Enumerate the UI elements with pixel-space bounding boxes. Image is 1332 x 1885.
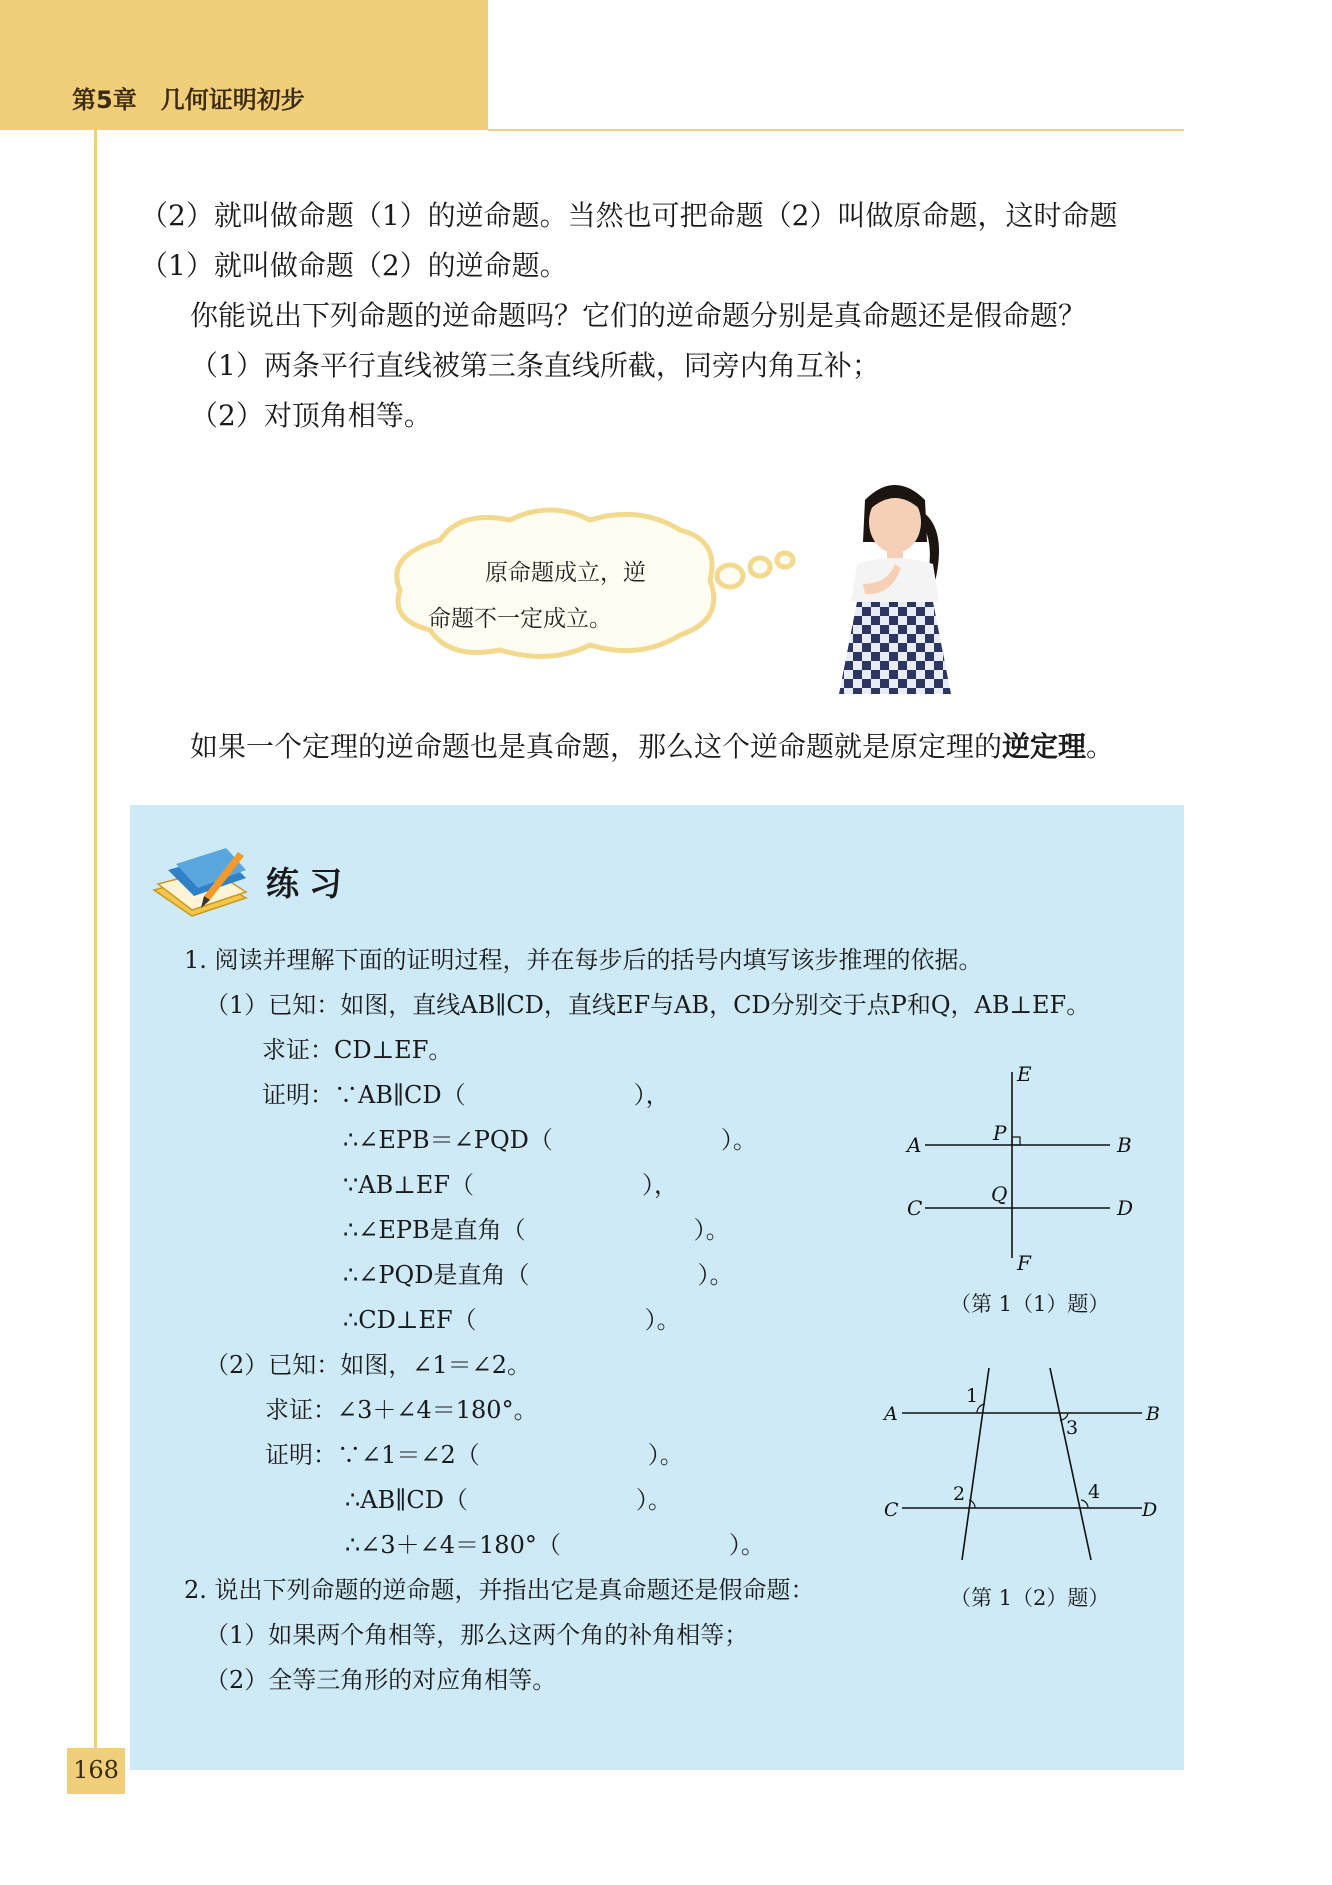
q1-2-prove: 求证：∠3＋∠4＝180°。 <box>265 1396 538 1424</box>
q2-item: （1）如果两个角相等，那么这两个角的补角相等； <box>205 1621 749 1649</box>
fig1-label-D: D <box>1117 1196 1134 1220</box>
q1-intro: 1. 阅读并理解下面的证明过程，并在每步后的括号内填写该步推理的依据。 <box>184 946 983 974</box>
body-line-1: （2）就叫做命题（1）的逆命题。当然也可把命题（2）叫做原命题，这时命题 <box>140 199 1118 232</box>
q2-item: （2）全等三角形的对应角相等。 <box>205 1666 557 1694</box>
transversal-right <box>1050 1368 1091 1560</box>
notebook-pencil-icon <box>146 840 251 920</box>
q1-2-proof-step: ∴AB∥CD（ ）。 <box>345 1486 672 1514</box>
figure-1-1-caption: （第 1（1）题） <box>950 1292 1110 1316</box>
exercise-title: 练习 <box>266 864 352 903</box>
q1-2-proof-step: 证明：∵∠1＝∠2（ ）。 <box>265 1441 684 1469</box>
theorem-line <box>190 727 1114 767</box>
q1-1-prove: 求证：CD⊥EF。 <box>262 1036 453 1064</box>
fig1-label-P: P <box>993 1121 1007 1145</box>
theorem-prefix: 如果一个定理的逆命题也是真命题，那么这个逆命题就是原定理的 <box>190 730 1003 763</box>
girl-illustration <box>835 472 955 697</box>
header-rule <box>488 129 1184 131</box>
theorem-term: 逆定理 <box>1002 730 1087 763</box>
fig1-label-A: A <box>907 1133 922 1157</box>
fig1-label-C: C <box>907 1196 923 1220</box>
fig2-label-A: A <box>884 1403 898 1425</box>
bubble-text-line-2: 命题不一定成立。 <box>428 606 612 632</box>
fig2-label-4: 4 <box>1088 1481 1101 1503</box>
q1-2-given: （2）已知：如图，∠1＝∠2。 <box>205 1351 532 1379</box>
q2-intro: 2. 说出下列命题的逆命题，并指出它是真命题还是假命题： <box>184 1576 815 1604</box>
q1-2-proof-step: ∴∠3＋∠4＝180°（ ）。 <box>345 1531 765 1559</box>
fig2-label-3: 3 <box>1066 1417 1079 1439</box>
q1-1-proof-step: ∴∠EPB是直角（ ）。 <box>343 1216 730 1244</box>
fig1-label-E: E <box>1017 1062 1032 1086</box>
chapter-title: 第5章 几何证明初步 <box>72 86 305 114</box>
body-line-4: （1）两条平行直线被第三条直线所截，同旁内角互补； <box>190 349 880 382</box>
fig1-label-Q: Q <box>991 1182 1008 1206</box>
right-angle-mark <box>1012 1137 1020 1145</box>
fig2-label-D: D <box>1142 1499 1158 1521</box>
q1-1-proof-step: ∴∠EPB＝∠PQD（ ）。 <box>343 1126 757 1154</box>
figure-1-2 <box>880 1360 1165 1580</box>
fig2-label-B: B <box>1146 1403 1160 1425</box>
bubble-text-line-1: 原命题成立，逆 <box>485 560 646 586</box>
q1-1-proof-step: ∵AB⊥EF（ ）， <box>343 1171 678 1199</box>
q1-1-proof-step: ∴∠PQD是直角（ ）。 <box>343 1261 734 1289</box>
q1-1-proof-step: 证明：∵AB∥CD（ ）， <box>262 1081 670 1109</box>
figure-1-1 <box>895 1060 1155 1285</box>
q1-1-given: （1）已知：如图，直线AB∥CD，直线EF与AB，CD分别交于点P和Q，AB⊥EF。 <box>205 991 1091 1019</box>
fig1-label-B: B <box>1117 1133 1132 1157</box>
q1-1-proof-step: ∴CD⊥EF（ ）。 <box>343 1306 681 1334</box>
left-margin-rule <box>94 130 97 1760</box>
fig1-label-F: F <box>1017 1251 1031 1275</box>
page-number: 168 <box>73 1756 119 1784</box>
theorem-suffix: 。 <box>1086 730 1115 763</box>
fig2-label-1: 1 <box>966 1385 979 1407</box>
body-line-3: 你能说出下列命题的逆命题吗？它们的逆命题分别是真命题还是假命题？ <box>190 299 1087 332</box>
fig2-label-C: C <box>884 1499 899 1521</box>
figure-1-2-caption: （第 1（2）题） <box>950 1586 1110 1610</box>
fig2-label-2: 2 <box>953 1483 966 1505</box>
angle-4-arc <box>1081 1500 1088 1508</box>
body-line-5: （2）对顶角相等。 <box>190 399 432 432</box>
body-line-2: （1）就叫做命题（2）的逆命题。 <box>140 249 568 282</box>
